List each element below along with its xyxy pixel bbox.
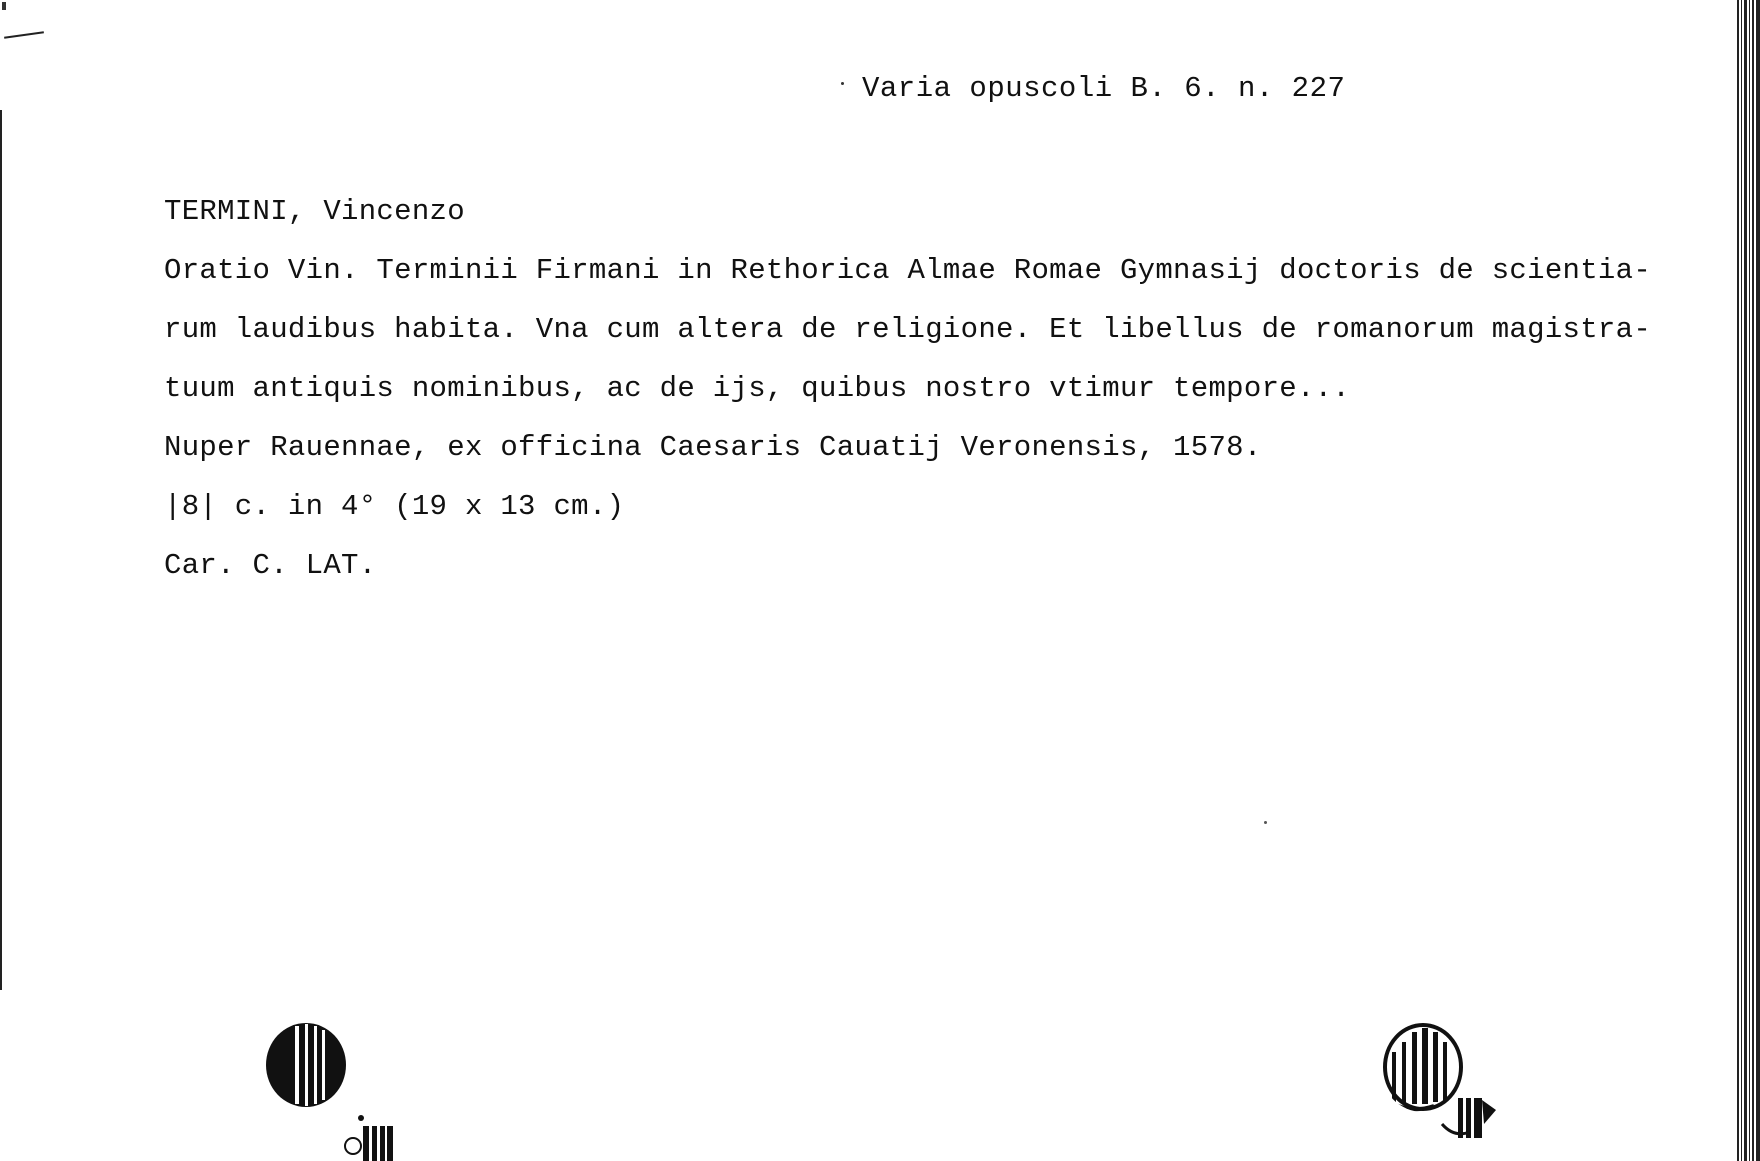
edge-mark [2, 2, 6, 10]
ink-dot [1264, 821, 1267, 824]
card-body [164, 190, 1652, 603]
card-binding-edge [1734, 0, 1760, 1161]
imprint: Nuper Rauennae, ex officina Caesaris Cauatij Veronensis, 1578. [164, 431, 1262, 464]
punch-hole-fragment [1440, 1080, 1500, 1140]
author-heading: TERMINI, Vincenzo [164, 195, 465, 228]
edge-mark [4, 31, 44, 39]
punch-hole [265, 1022, 347, 1108]
punch-hole-fragment [333, 1112, 397, 1161]
title-line: Oratio Vin. Terminii Firmani in Rethorica Almae Romae Gymnasij doctoris de scientia- [164, 254, 1652, 287]
collation: |8| c. in 4° (19 x 13 cm.) [164, 490, 625, 523]
shelfmark: Varia opuscoli B. 6. n. 227 [862, 72, 1346, 105]
ink-dot [841, 82, 844, 85]
punch-hole-fragment-graphic [1440, 1080, 1500, 1140]
notes: Car. C. LAT. [164, 549, 377, 582]
punch-hole-fragment-graphic [333, 1112, 397, 1161]
title-line: rum laudibus habita. Vna cum altera de religione. Et libellus de romanorum magistra- [164, 313, 1652, 346]
left-edge-rule [0, 110, 2, 990]
punch-hole-graphic [265, 1022, 347, 1108]
title-line: tuum antiquis nominibus, ac de ijs, quibus nostro vtimur tempore... [164, 372, 1351, 405]
